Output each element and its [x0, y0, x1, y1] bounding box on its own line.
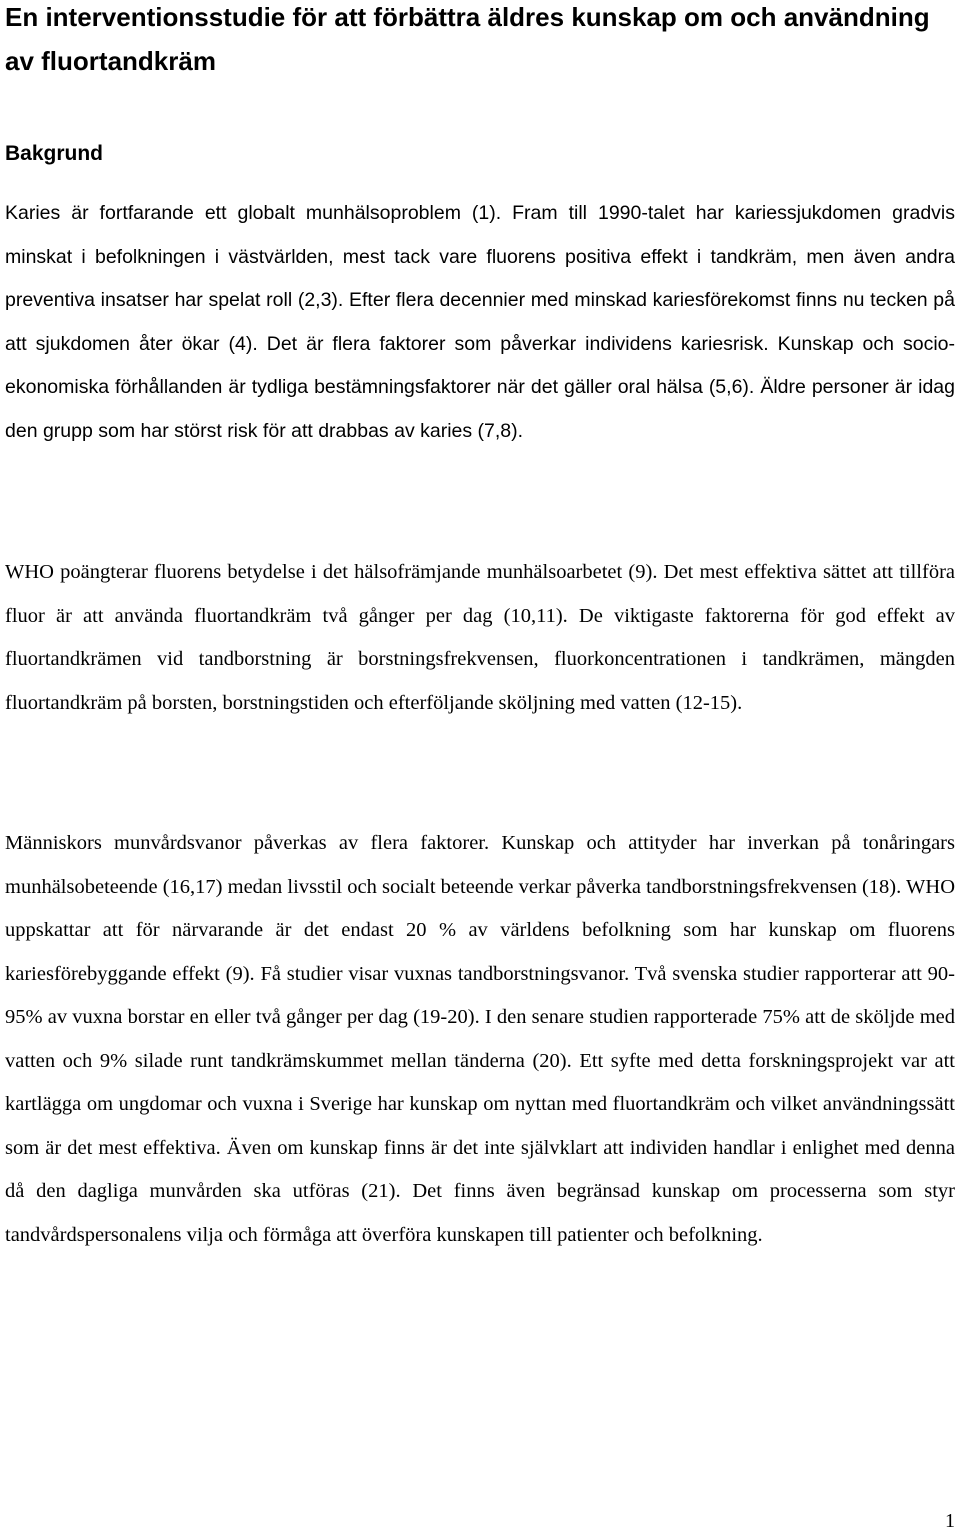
- document-title: En interventionsstudie för att förbättra äldres kunskap om och användning av fluortandkräm: [5, 2, 930, 76]
- section-heading-bakgrund: Bakgrund: [5, 142, 104, 165]
- paragraph-3: Människors munvårdsvanor påverkas av flera faktorer. Kunskap och attityder har inverkan på tonåringars munhälsobeteende (16,17) medan livsstil och socialt beteende verkar påverka tandborstningsfrekvensen (18). WHO uppskattar att för närvarande är det endast 20 % av världens befolkning som har kunskap om fluorens kariesförebyggande effekt (9). Få studier visar vuxnas tandborstningsvanor. Två svenska studier rapporterar att 90-95% av vuxna borstar en eller två gånger per dag (19-20). I den senare studien rapporterade 75% att de sköljde med vatten och 9% silade runt tandkrämskummet mellan tänderna (20). Ett syfte med detta forskningsprojekt var att kartlägga om ungdomar och vuxna i Sverige har kunskap om nyttan med fluortandkräm och vilket användningssätt som är det mest effektiva. Även om kunskap finns är det inte självklart att individen handlar i enlighet med denna då den dagliga munvården ska utföras (21). Det finns även begränsad kunskap om processerna som styr tandvårdspersonalens vilja och förmåga att överföra kunskapen till patienter och befolkning.: [5, 832, 955, 1246]
- paragraph-1: Karies är fortfarande ett globalt munhälsoproblem (1). Fram till 1990-talet har kariessjukdomen gradvis minskat i befolkningen i västvärlden, mest tack vare fluorens positiva effekt i tandkräm, men även andra preventiva insatser har spelat roll (2,3). Efter flera decennier med minskad kariesförekomst finns nu tecken på att sjukdomen åter ökar (4). Det är flera faktorer som påverkar individens kariesrisk. Kunskap och socio-ekonomiska förhållanden är tydliga bestämningsfaktorer när det gäller oral hälsa (5,6). Äldre personer är idag den grupp som har störst risk för att drabbas av karies (7,8).: [5, 202, 955, 442]
- paragraph-2: WHO poängterar fluorens betydelse i det hälsofrämjande munhälsoarbetet (9). Det mest effektiva sättet att tillföra fluor är att använda fluortandkräm två gånger per dag (10,11). De viktigaste faktorerna för god effekt av fluortandkrämen vid tandborstning är borstningsfrekvensen, fluorkoncentrationen i tandkrämen, mängden fluortandkräm på borsten, borstningstiden och efterföljande sköljning med vatten (12-15).: [5, 561, 955, 714]
- page-number: 1: [945, 1510, 955, 1532]
